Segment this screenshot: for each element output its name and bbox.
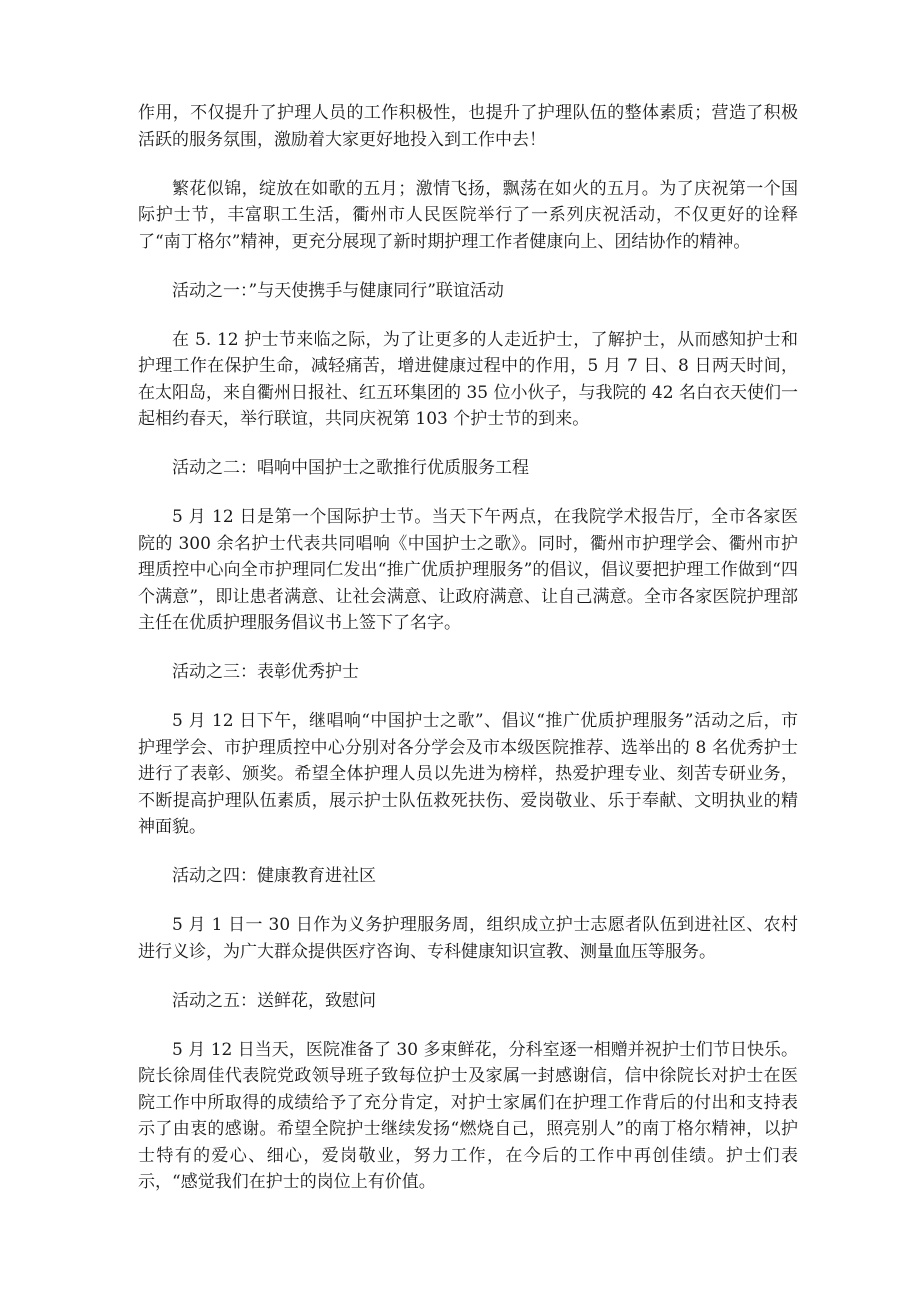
activity-1-body: 在 5. 12 护士节来临之际，为了让更多的人走近护士，了解护士，从而感知护士和护理工作在保护生命，减轻痛苦，增进健康过程中的作用，5 月 7 日、8 日两天时间，在太阳岛，来自衢州日报社、红五环集团的 35 位小伙子，与我院的 42 名白衣天使们一起相约春天，举行联谊，共同庆祝第 103 个护士节的到来。 — [138, 329, 798, 429]
paragraph-continuation: 作用，不仅提升了护理人员的工作积极性，也提升了护理队伍的整体素质；营造了积极活跃的服务氛围，激励着大家更好地投入到工作中去！ — [138, 103, 798, 150]
activity-3-heading: 活动之三：表彰优秀护士 — [172, 662, 359, 682]
activity-4-heading: 活动之四：健康教育进社区 — [172, 866, 376, 886]
activity-3-body: 5 月 12 日下午，继唱响“中国护士之歌”、倡议“推广优质护理服务”活动之后，市护理学会、市护理质控中心分别对各分学会及市本级医院推荐、选举出的 8 名优秀护士进行了表彰、颁奖。希望全体护理人员以先进为榜样，热爱护理专业、刻苦专研业务，不断提高护理队伍素质，展示护士队伍救死扶伤、爱岗敬业、乐于奉献、文明执业的精神面貌。 — [138, 711, 798, 837]
activity-1-heading: 活动之一：”与天使携手与健康同行”联谊活动 — [172, 280, 504, 301]
paragraph-intro: 繁花似锦，绽放在如歌的五月；激情飞扬，飘荡在如火的五月。为了庆祝第一个国际护士节，丰富职工生活，衢州市人民医院举行了一系列庆祝活动，不仅更好的诠释了“南丁格尔”精神，更充分展现了新时期护理工作者健康向上、团结协作的精神。 — [138, 178, 798, 252]
activity-5-body: 5 月 12 日当天，医院准备了 30 多束鲜花，分科室逐一相赠并祝护士们节日快乐。院长徐周佳代表院党政领导班子致每位护士及家属一封感谢信，信中徐院长对护士在医院工作中所取得的成绩给予了充分肯定，对护士家属们在护理工作背后的付出和支持表示了由衷的感谢。希望全院护士继续发扬“燃烧自己，照亮别人”的南丁格尔精神，以护士特有的爱心、细心，爱岗敬业，努力工作，在今后的工作中再创佳绩。护士们表示，“感觉我们在护士的岗位上有价值。 — [138, 1039, 798, 1192]
activity-5-heading: 活动之五：送鲜花，致慰问 — [172, 990, 376, 1011]
document-page — [138, 100, 798, 1218]
activity-2-heading: 活动之二：唱响中国护士之歌推行优质服务工程 — [172, 458, 529, 478]
activity-2-body: 5 月 12 日是第一个国际护士节。当天下午两点，在我院学术报告厅，全市各家医院的 300 余名护士代表共同唱响《中国护士之歌》。同时，衢州市护理学会、衢州市护理质控中心向全市护理同仁发出“推广优质护理服务”的倡议，倡议要把护理工作做到“四个满意”，即让患者满意、让社会满意、让政府满意、让自己满意。全市各家医院护理部主任在优质护理服务倡议书上签下了名字。 — [138, 507, 798, 633]
activity-4-body: 5 月 1 日一 30 日作为义务护理服务周，组织成立护士志愿者队伍到进社区、农村进行义诊，为广大群众提供医疗咨询、专科健康知识宣教、测量血压等服务。 — [138, 915, 798, 962]
